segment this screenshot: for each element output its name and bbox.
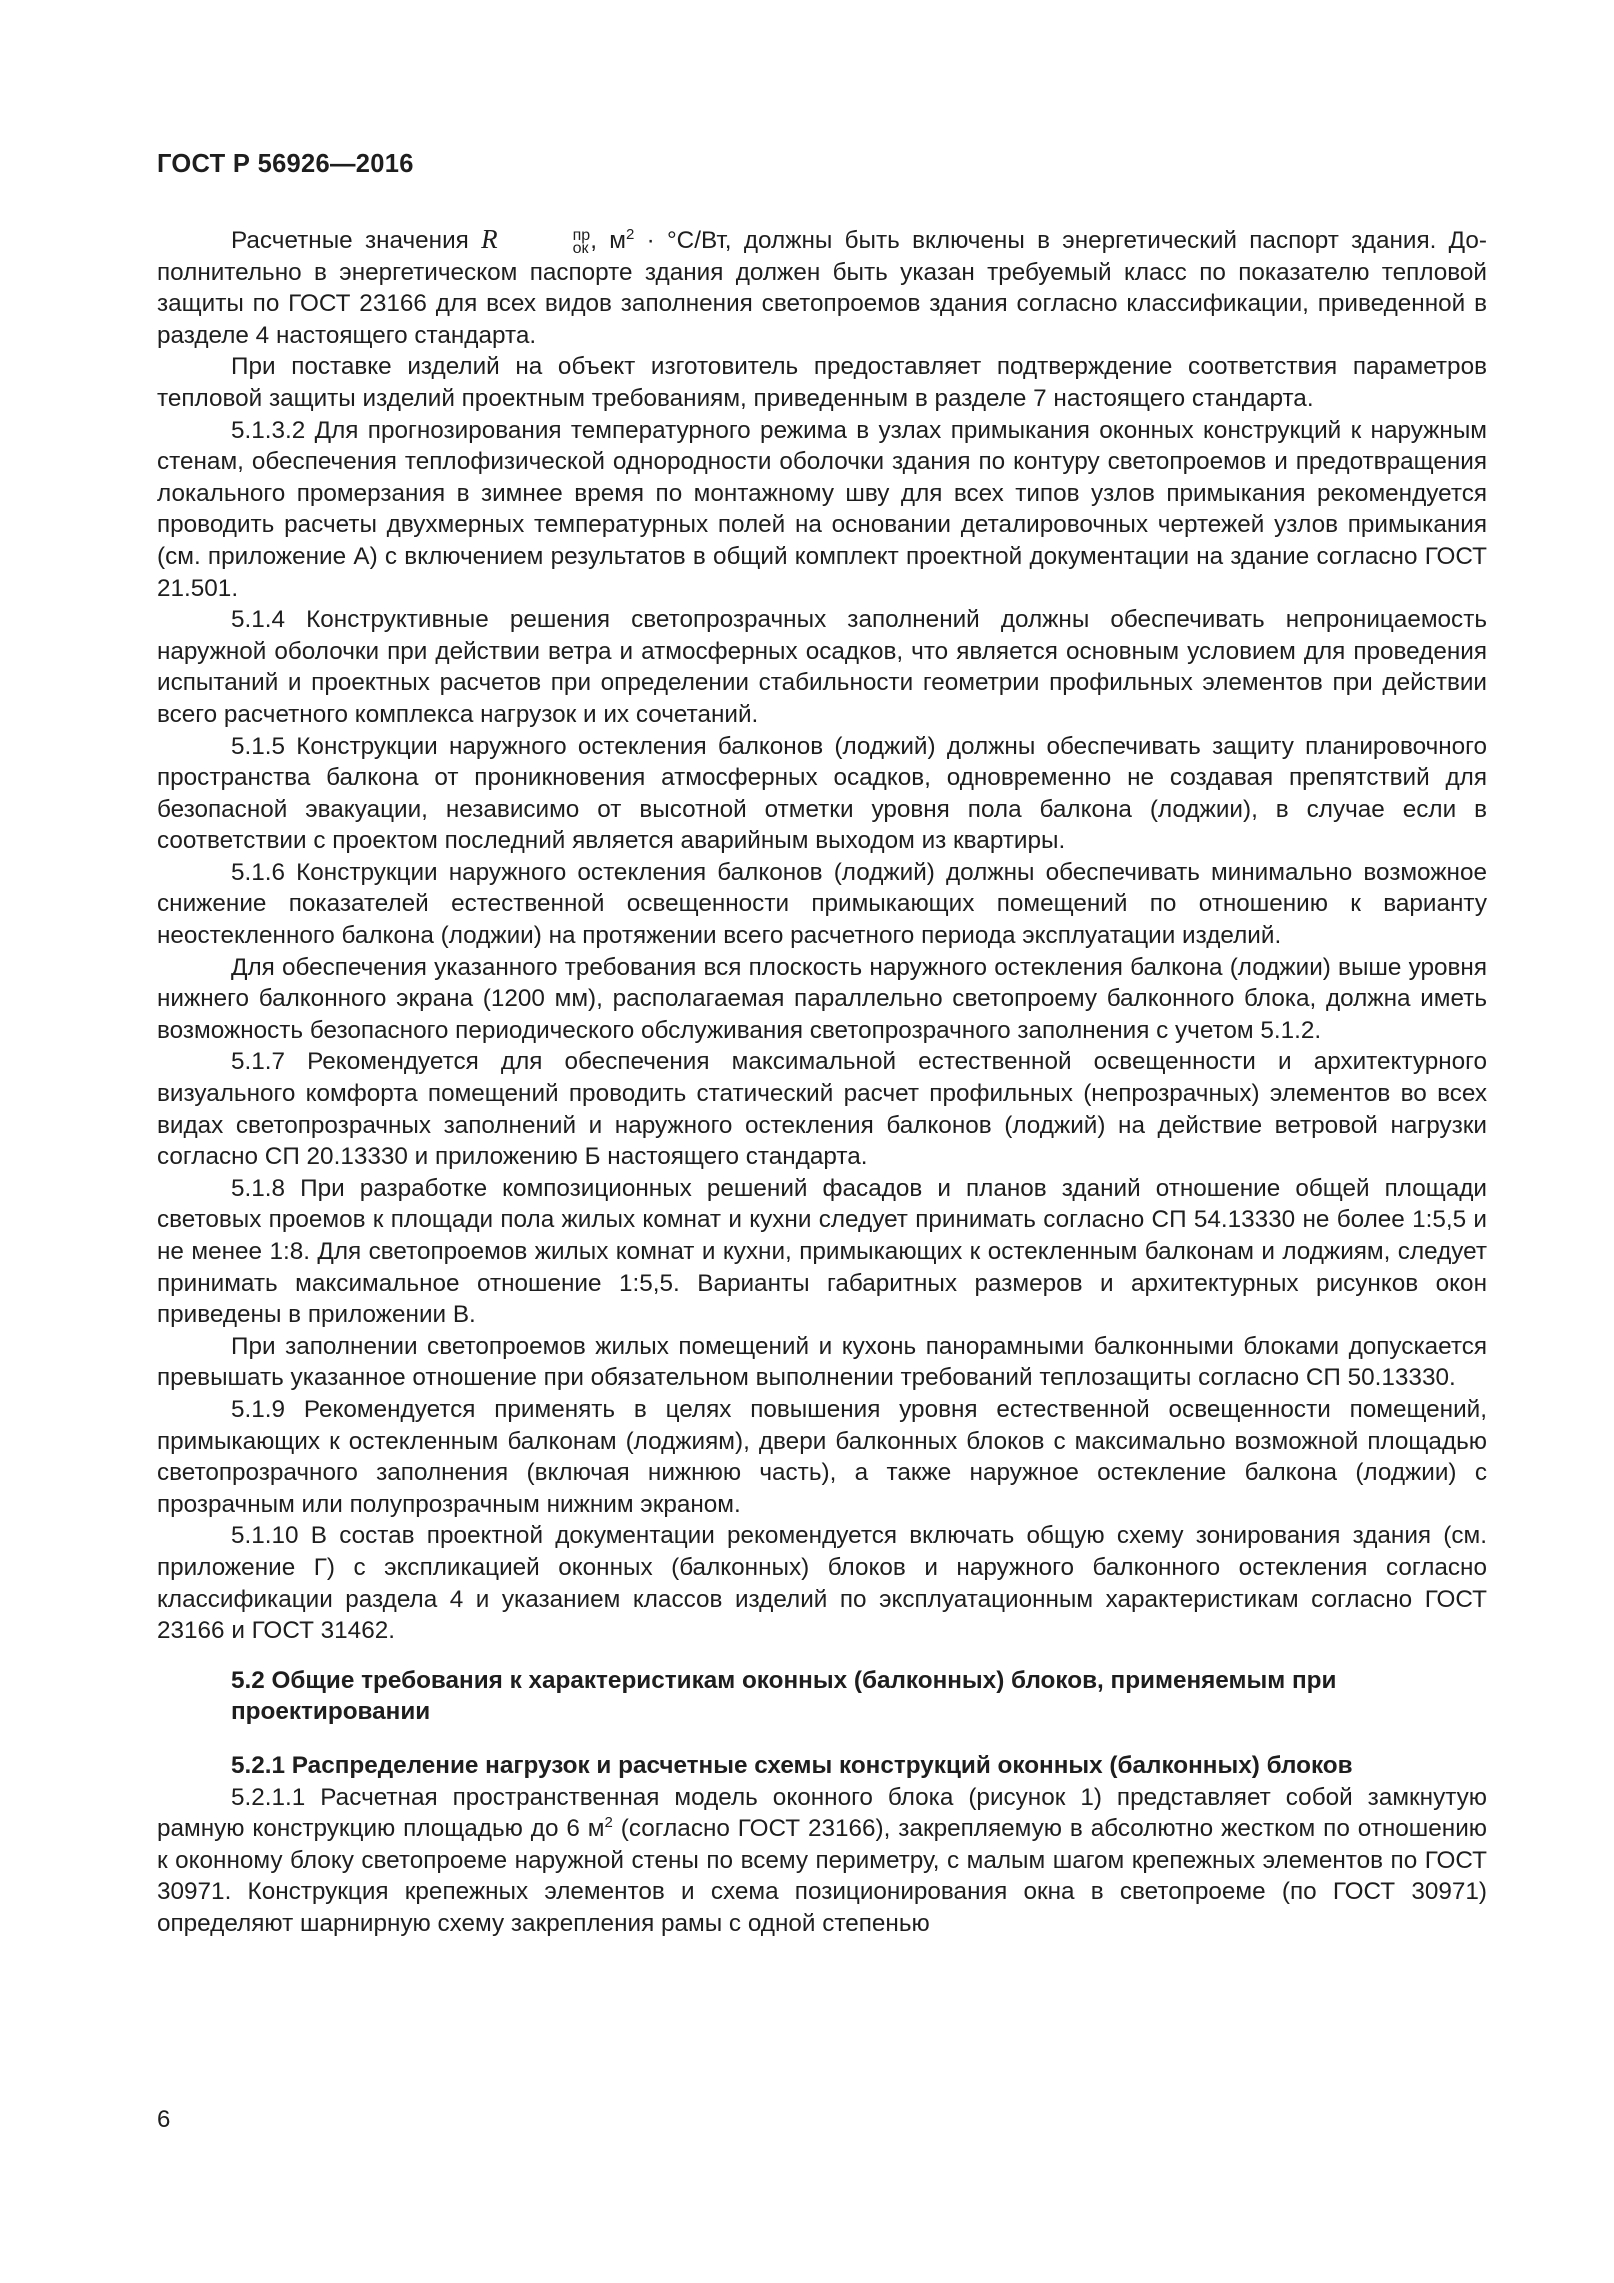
- paragraph-text: 5.2.1.1 Расчетная пространственная модель оконного блока (рисунок 1) представляет собой замкнутую рамную конструкцию площадью до 6 м: [157, 1783, 1487, 1843]
- paragraph-5-1-7: 5.1.7 Рекомендуется для обеспечения максимальной естественной освещенности и архитектурного визуального комфорта помещений проводить статический расчет профильных (непрозрачных) элементов во всех видах светопрозрачных заполнений и наружного остекления балконов (лоджий) на действие ветровой нагрузки согласно СП 20.13330 и приложению Б настоящего стандарта.: [157, 1048, 1487, 1171]
- paragraph-text: · °С/Вт, должны быть включены в энергетический паспорт здания. Дополнительно в энергетическом паспорте здания должен быть указан требуемый класс по показателю тепловой защиты по ГОСТ 23166 для всех видов заполнения светопроемов здания согласно классификации, приведенной в разделе 4 настоящего стандарта.: [157, 227, 1487, 349]
- formula-indices: [499, 226, 591, 257]
- paragraph-5-2-1-1: [157, 1782, 1487, 1940]
- section-heading-5-2-1: 5.2.1 Распределение нагрузок и расчетные схемы конструкций оконных (балконных) блоков: [231, 1751, 1353, 1779]
- document-body: [157, 224, 1487, 1939]
- document-header: ГОСТ Р 56926—2016: [157, 150, 414, 178]
- formula-superscript: пр: [572, 226, 591, 244]
- paragraph: При поставке изделий на объект изготовитель предоставляет подтверждение соответствия параметров тепловой защиты изделий проектным требованиям, приведенным в разделе 7 настоящего стандарта.: [157, 353, 1487, 412]
- paragraph-5-1-10: 5.1.10 В состав проектной документации рекомендуется включать общую схему зонирования здания (см. приложение Г) с экспликацией оконных (балконных) блоков и наружного балконного остекления согласно классификации раздела 4 и указанием классов изделий по эксплуатационным характеристикам согласно ГОСТ 23166 и ГОСТ 31462.: [157, 1522, 1487, 1645]
- paragraph-5-1-9: 5.1.9 Рекомендуется применять в целях повышения уровня естественной освещенности помещений, примыкающих к остекленным балконам (лоджиям), двери балконных блоков с максимально возможной площадью светопрозрачного заполнения (включая нижнюю часть), а также наружное остекление балкона (лоджии) с прозрачным или полупрозрачным нижним экраном.: [157, 1395, 1487, 1518]
- paragraph-5-1-4: 5.1.4 Конструктивные решения светопрозрачных заполнений должны обеспечивать непроницаемость наружной оболочки при действии ветра и атмосферных осадков, что является основным условием для проведения испытаний и проектных расчетов при определении стабильности геометрии профильных элементов при действии всего расчетного комплекса нагрузок и их сочетаний.: [157, 606, 1487, 728]
- paragraph-text: (согласно ГОСТ 23166), закрепляемую в абсолютно жестком по отношению к оконному блоку светопроеме наружной стены по всему периметру, с малым шагом крепежных элементов по ГОСТ 30971. Конструкция крепежных элементов и схема позиционирования окна в светопроеме (по ГОСТ 30971) определяют шарнирную схему закрепления рамы с одной степенью: [157, 1815, 1487, 1937]
- formula-subscript: ок: [572, 239, 589, 257]
- unit-exponent: 2: [604, 1814, 613, 1831]
- paragraph: При заполнении светопроемов жилых помещений и кухонь панорамными балконными блоками допускается превышать указанное отношение при обязательном выполнении требований теплозащиты согласно СП 50.13330.: [157, 1332, 1487, 1392]
- paragraph-resistance-values: [157, 224, 1487, 351]
- paragraph-text: , м: [590, 227, 626, 254]
- paragraph-text: Расчетные значения: [231, 227, 482, 254]
- paragraph-5-1-8: 5.1.8 При разработке композиционных решений фасадов и планов зданий отношение общей площади световых проемов к площади пола жилых комнат и кухни следует принимать согласно СП 54.13330 не более 1:5,5 и не менее 1:8. Для светопроемов жилых комнат и кухни, примыкающих к остекленным балконам и лоджиям, следует принимать максимальное отношение 1:5,5. Варианты габаритных размеров и архитектурных рисунков окон приведены в приложении В.: [157, 1174, 1487, 1329]
- page-number: 6: [157, 2106, 171, 2133]
- section-heading-5-2: 5.2 Общие требования к характеристикам оконных (балконных) блоков, применяемым при проектировании: [231, 1666, 1337, 1726]
- unit-exponent: 2: [625, 225, 635, 243]
- paragraph: Для обеспечения указанного требования вся плоскость наружного остекления балкона (лоджии) выше уровня нижнего балконного экрана (1200 мм), располагаемая параллельно светопроему балконного блока, должна иметь возможность безопасного периодического обслуживания светопрозрачного заполнения с учетом 5.1.2.: [157, 953, 1487, 1044]
- paragraph-5-1-3-2: 5.1.3.2 Для прогнозирования температурного режима в узлах примыкания оконных конструкций к наружным стенам, обеспечения теплофизической однородности оболочки здания по контуру светопроемов и предотвращения локального промерзания в зимнее время по монтажному шву для всех типов узлов примыкания рекомендуется проводить расчеты двухмерных температурных полей на основании деталировочных чертежей узлов примыкания (см. приложение А) с включением результатов в общий комплект проектной документации на здание согласно ГОСТ 21.501.: [157, 416, 1487, 602]
- paragraph-5-1-5: 5.1.5 Конструкции наружного остекления балконов (лоджий) должны обеспечивать защиту планировочного пространства балкона от проникновения атмосферных осадков, одновременно не создавая препятствий для безопасной эвакуации, независимо от высотной отметки уровня пола балкона (лоджии), в случае если в соответствии с проектом последний является аварийным выходом из квартиры.: [157, 732, 1487, 855]
- formula-symbol: R: [481, 224, 498, 254]
- paragraph-5-1-6: 5.1.6 Конструкции наружного остекления балконов (лоджий) должны обеспечивать минимально возможное снижение показателей естественной освещенности примыкающих помещений по отношению к варианту неостекленного балкона (лоджии) на протяжении всего расчетного периода эксплуатации изделий.: [157, 858, 1487, 950]
